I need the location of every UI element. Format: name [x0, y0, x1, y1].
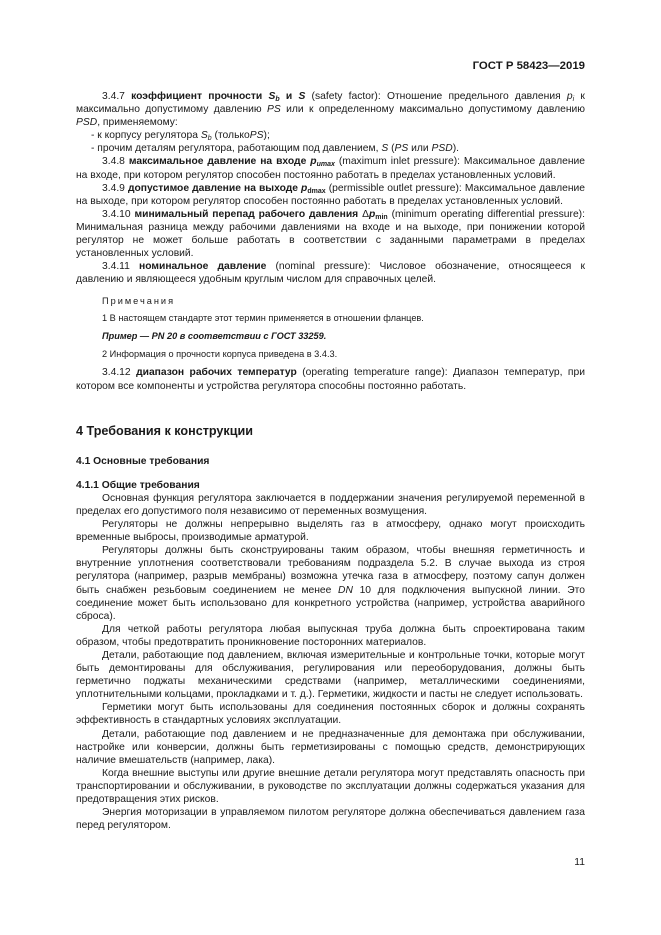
term-name: допустимое давление на выходе — [127, 182, 298, 194]
symbol: PS — [394, 143, 409, 155]
symbol-subscript: i — [572, 96, 575, 103]
symbol-subscript: umax — [316, 161, 335, 169]
paragraph: Регуляторы не должны непрерывно выделять газ в атмосферу, однако могут происходить временные выбросы, производимые арматурой. — [76, 519, 585, 544]
notes-title: Примечания — [102, 296, 176, 307]
list-text: или — [411, 143, 429, 155]
list-text: - к корпусу регулятора — [91, 130, 198, 142]
paragraph: Для четкой работы регулятора любая выпускная труба должна быть спроектирована таким образом, чтобы предотвратить проникновение посторонних материалов. — [76, 623, 585, 648]
symbol: DN — [338, 584, 353, 596]
clause-number: 3.4.12 — [102, 367, 131, 379]
definition-text: (permissible outlet pressure): Максимальное давление на выходе, при котором регулятор способен постоянно работать в пределах установленных условий. — [76, 182, 585, 207]
symbol: PSD — [76, 117, 98, 129]
note-2: 2 Информация о прочности корпуса приведена в 3.4.3. — [102, 349, 338, 360]
symbol-subscript: dmax — [307, 187, 326, 195]
paragraph-text: 10 для подключения выпускной линии. Это соединение может быть использовано для конкретного устройства (например, устройства аварийного сброса). — [76, 584, 585, 622]
subsection-heading: 4.1 Основные требования — [76, 455, 210, 467]
clause-number: 3.4.8 — [102, 156, 125, 168]
symbol: S — [298, 91, 306, 102]
paragraph: Детали, работающие под давлением, включая измерительные и контрольные точки, которые могут быть демонтированы для обслуживания, регулирования или переоборудования, должны быть герметично поджаты механическими средствами (например, металлическими соединениями, уплотнительными кольцами, прокладками и т. д.). Герметики, жидкости и пасты не следует использовать. — [76, 650, 585, 701]
list-item — [76, 142, 585, 155]
clause-number: 3.4.11 — [102, 261, 130, 273]
doc-header-code: ГОСТ Р 58423—2019 — [472, 60, 585, 72]
section-heading: 4 Требования к конструкции — [76, 423, 253, 438]
definition-text: (maximum inlet pressure): Максимальное давление на входе, при котором регулятор способен постоянно работать в пределах установленных условий. — [76, 156, 585, 181]
term-name: диапазон рабочих температур — [136, 367, 297, 379]
definition-text: (safety factor): Отношение предельного давления — [311, 91, 561, 102]
definition-text: , применяемому: — [97, 117, 178, 129]
conjunction: и — [285, 91, 293, 102]
term-3-4-12 — [76, 366, 585, 392]
symbol: PS — [267, 104, 281, 116]
clause-number: 3.4.10 — [102, 208, 131, 220]
term-name: максимальное давление на входе — [128, 156, 307, 168]
paragraph: Детали, работающие под давлением и не предназначенные для демонтажа при обслуживании, настройке или конверсии, должны быть герметизированы с помощью средств, демонстрирующих наличие вмешательств (например, лака). — [76, 728, 585, 766]
symbol: PSD — [431, 143, 453, 155]
symbol: p — [368, 208, 376, 220]
term-name: коэффициент прочности — [131, 91, 263, 102]
list-text: ). — [452, 143, 459, 155]
term-3-4-8 — [76, 155, 585, 181]
symbol: PS — [249, 130, 264, 142]
example-text: Пример — PN 20 в соответствии с ГОСТ 33259. — [102, 331, 327, 342]
term-3-4-10 — [76, 208, 585, 260]
paragraph-text: Регуляторы должны быть сконструированы таким образом, чтобы внешняя герметичность и внутренние уплотнения соответствовали требованиям подраздела 5.2. В случае выхода из строя регулятора (например, разрыв мембраны) возможна утечка газа в атмосферу, поэтому сапун должен быть снабжен резьбовым соединением не менее — [76, 545, 585, 596]
paragraph: Когда внешние выступы или другие внешние детали регулятора могут представлять опасность при транспортировании и обслуживании, в руководстве по эксплуатации должны содержаться указания для предотвращения этих рисков. — [76, 767, 585, 806]
paragraph — [76, 544, 585, 623]
definition-text: (minimum operating differential pressure): Минимальная разница между рабочими давлениями на входе и на выходе, при понижении которой регулятор не может больше работать в соответствии с заданными параметрами в пределах установленных условий. — [76, 208, 585, 260]
term-3-4-7 — [76, 90, 585, 129]
symbol: S — [268, 91, 276, 102]
clause-number: 3.4.7 — [102, 91, 125, 102]
list-text: ); — [263, 130, 270, 142]
note-1: 1 В настоящем стандарте этот термин применяется в отношении фланцев. — [102, 313, 424, 324]
symbol: p — [566, 91, 573, 102]
symbol: p — [310, 156, 317, 168]
symbol: S — [381, 143, 389, 155]
term-3-4-9 — [76, 182, 585, 208]
document-body — [76, 90, 585, 832]
definition-text: (operating temperature range): Диапазон температур, при котором все компоненты и устройства регулятора способны постоянно работать. — [76, 367, 585, 392]
list-text: - прочим деталям регулятора, работающим под давлением, — [91, 143, 379, 155]
subsubsection-heading: 4.1.1 Общие требования — [76, 479, 200, 491]
symbol: p — [301, 182, 308, 194]
paragraph: Основная функция регулятора заключается в поддержании значения регулируемой переменной в пределах его допустимого поля независимо от переменных возмущения. — [76, 492, 585, 517]
symbol: S — [200, 130, 208, 142]
term-name: номинальное давление — [139, 261, 267, 273]
note-example — [76, 330, 585, 342]
list-text: ( — [391, 143, 395, 155]
symbol-subscript: min — [375, 213, 388, 221]
symbol-subscript: b — [275, 96, 280, 103]
definition-text: или к определенному максимально допустимому давлению — [286, 104, 585, 116]
definition-text: к максимально допустимому давлению — [76, 91, 585, 116]
paragraph: Энергия моторизации в управляемом пилотом регуляторе должна обеспечиваться давлением газа перед регулятором. — [76, 807, 585, 832]
page-number: 11 — [574, 857, 585, 868]
list-item — [76, 129, 585, 142]
list-text: (только — [214, 130, 250, 142]
term-3-4-11 — [76, 260, 585, 286]
definition-text: (nominal pressure): Числовое обозначение, относящееся к давлению и являющееся удобным круглым числом для справочных целей. — [76, 261, 585, 286]
term-name: минимальный перепад рабочего давления — [134, 208, 359, 220]
paragraph: Герметики могут быть использованы для соединения постоянных сборок и должны сохранять эффективность в стандартных условиях эксплуатации. — [76, 702, 585, 727]
clause-number: 3.4.9 — [102, 182, 125, 194]
delta-symbol: Δ — [362, 208, 369, 220]
symbol-subscript: b — [207, 135, 212, 143]
